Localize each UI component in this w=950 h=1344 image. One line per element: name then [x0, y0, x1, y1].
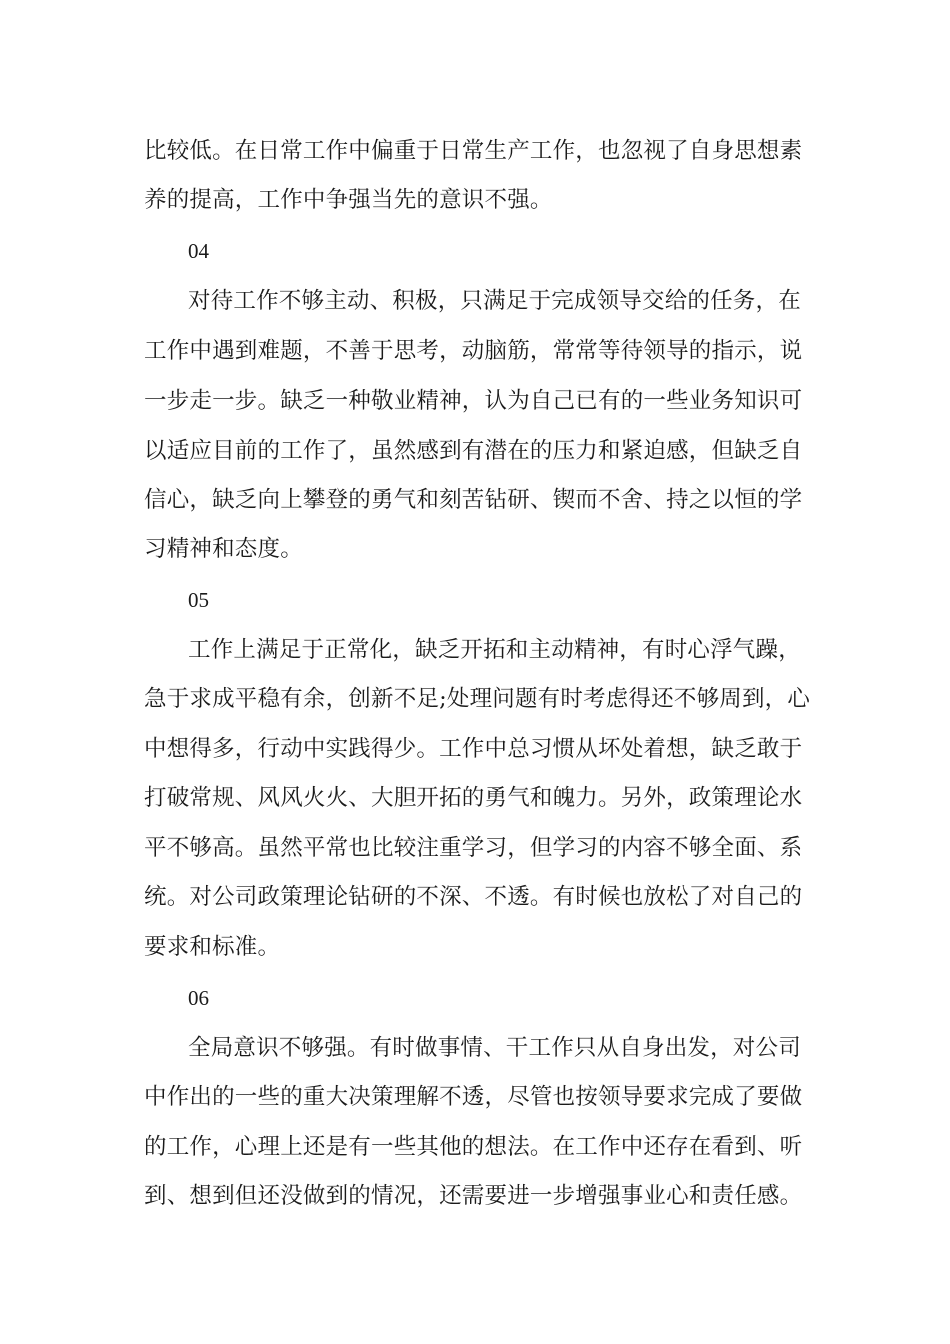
paragraph-line: 统。对公司政策理论钻研的不深、不透。有时候也放松了对自己的 — [144, 884, 803, 910]
paragraph-line: 打破常规、风风火火、大胆开拓的勇气和魄力。另外，政策理论水 — [144, 785, 803, 811]
paragraph-line: 全局意识不够强。有时做事情、干工作只从自身出发，对公司 — [188, 1035, 801, 1061]
paragraph-line: 以适应目前的工作了，虽然感到有潜在的压力和紧迫感，但缺乏自 — [144, 438, 803, 464]
paragraph-line: 工作中遇到难题，不善于思考，动脑筋，常常等待领导的指示，说 — [144, 338, 803, 364]
paragraph-line: 中想得多，行动中实践得少。工作中总习惯从坏处着想，缺乏敢于 — [144, 736, 803, 762]
paragraph-line: 平不够高。虽然平常也比较注重学习，但学习的内容不够全面、系 — [144, 835, 803, 861]
paragraph-line: 中作出的一些的重大决策理解不透，尽管也按领导要求完成了要做 — [144, 1084, 803, 1110]
section-number: 06 — [188, 986, 209, 1010]
paragraph-line: 到、想到但还没做到的情况，还需要进一步增强事业心和责任感。 — [144, 1183, 803, 1209]
section-number: 04 — [188, 239, 209, 263]
paragraph-line: 工作上满足于正常化，缺乏开拓和主动精神，有时心浮气躁， — [188, 637, 801, 663]
paragraph-line: 急于求成平稳有余，创新不足;处理问题有时考虑得还不够周到，心 — [144, 686, 811, 712]
paragraph-line: 养的提高，工作中争强当先的意识不强。 — [144, 187, 553, 213]
paragraph-line: 对待工作不够主动、积极，只满足于完成领导交给的任务，在 — [188, 288, 801, 314]
paragraph-line: 信心，缺乏向上攀登的勇气和刻苦钻研、锲而不舍、持之以恒的学 — [144, 487, 803, 513]
paragraph-line: 比较低。在日常工作中偏重于日常生产工作，也忽视了自身思想素 — [144, 138, 803, 164]
paragraph-line: 的工作，心理上还是有一些其他的想法。在工作中还存在看到、听 — [144, 1134, 803, 1160]
section-number: 05 — [188, 588, 209, 612]
paragraph-line: 要求和标准。 — [144, 934, 281, 960]
paragraph-line: 习精神和态度。 — [144, 536, 303, 562]
paragraph-line: 一步走一步。缺乏一种敬业精神，认为自己已有的一些业务知识可 — [144, 388, 803, 414]
